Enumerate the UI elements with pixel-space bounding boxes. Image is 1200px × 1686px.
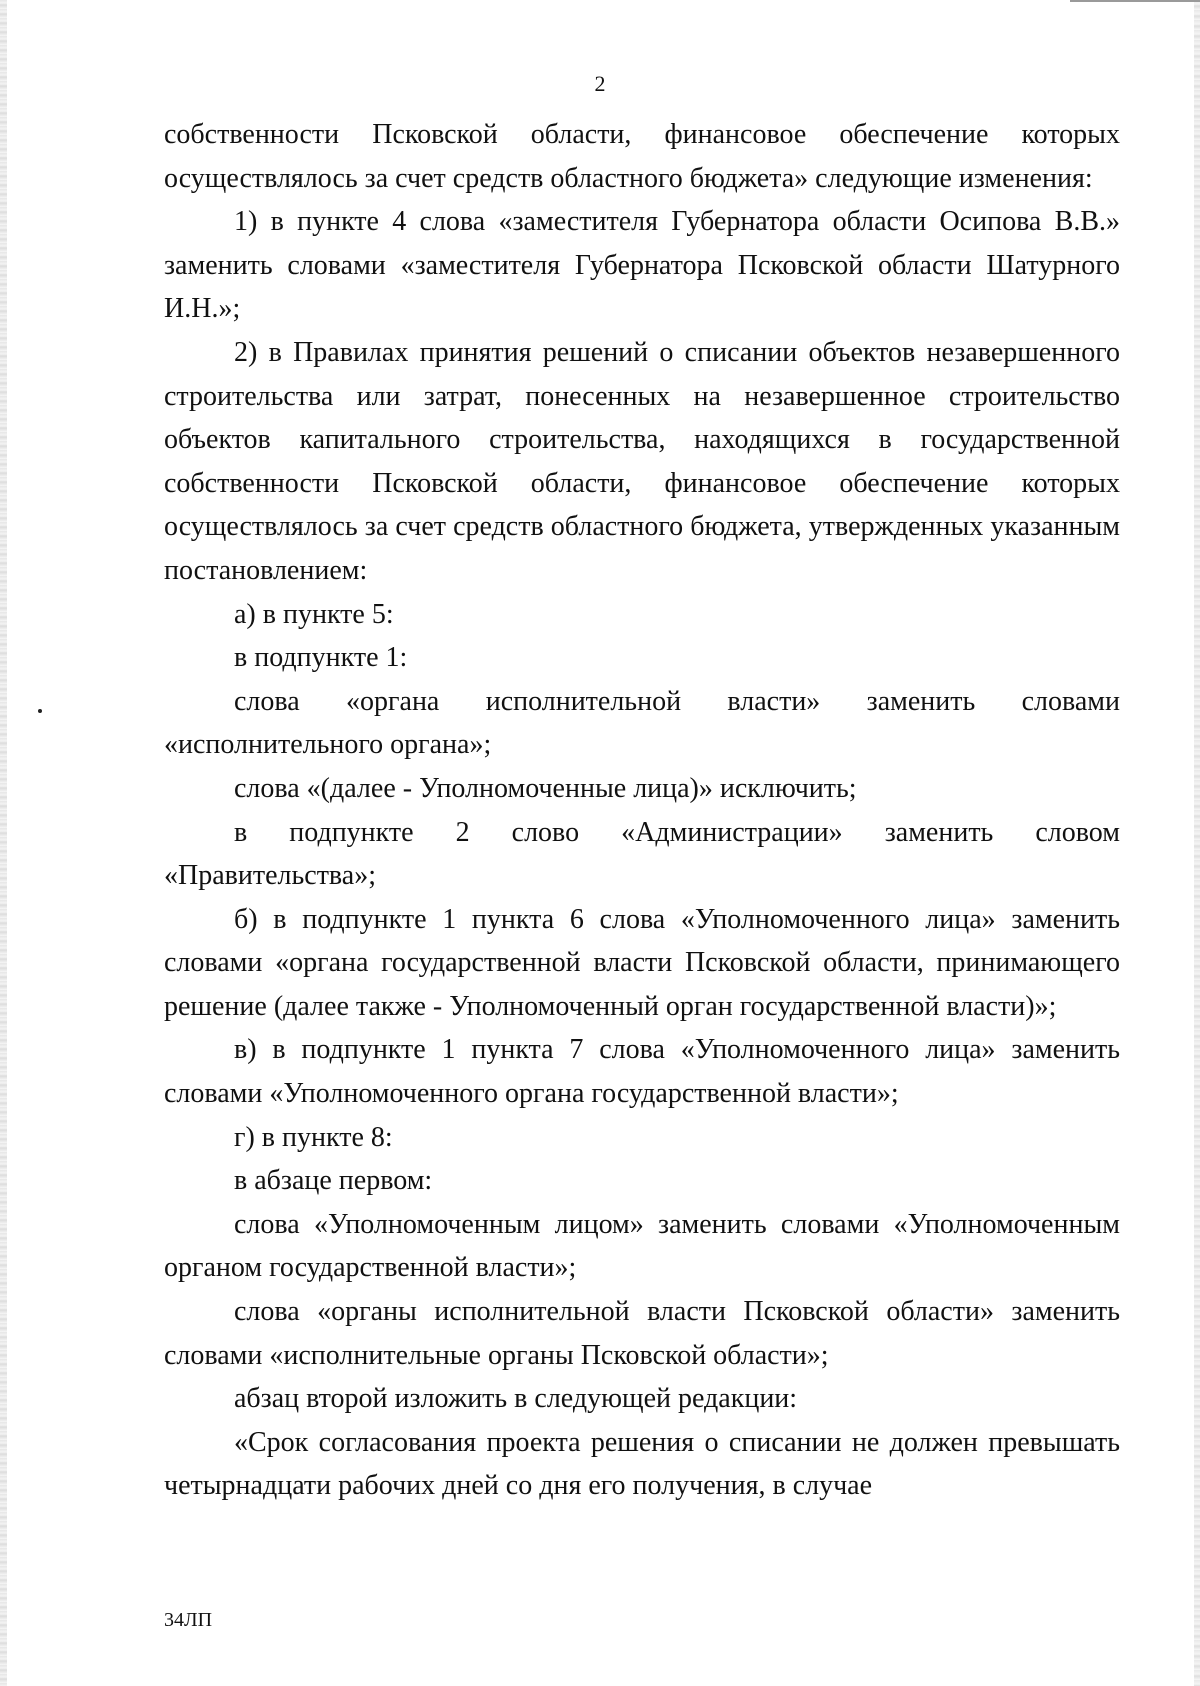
paragraph-replace-organy: слова «органы исполнительной власти Псковской области» заменить словами «исполнительные органы Псковской области»; bbox=[164, 1296, 1120, 1371]
document-body bbox=[164, 113, 1120, 1508]
scan-edge-left bbox=[0, 0, 7, 1686]
paragraph-replace-lico: слова «Уполномоченным лицом» заменить словами «Уполномоченным органом государственной власти»; bbox=[164, 1208, 1120, 1284]
paragraph-second-abzac: абзац второй изложить в следующей редакции: bbox=[234, 1383, 798, 1415]
paragraph-replace-organ: слова «органа исполнительной власти» заменить словами «исполнительного органа»; bbox=[164, 685, 1120, 761]
paragraph-exclude: слова «(далее - Уполномоченные лица)» исключить; bbox=[234, 772, 857, 804]
paragraph-subitem-b: б) в подпункте 1 пункта 6 слова «Уполномоченного лица» заменить словами «органа государственной власти Псковской области, принимающего решение (далее также - Уполномоченный орган государственной власти)»; bbox=[164, 903, 1120, 1022]
page-number: 2 bbox=[594, 71, 606, 96]
paragraph-first-abzac: в абзаце первом: bbox=[234, 1165, 433, 1197]
scan-corner-mark bbox=[1070, 0, 1200, 2]
paragraph-subitem-g: г) в пункте 8: bbox=[234, 1121, 393, 1153]
paragraph-intro: собственности Псковской области, финансовое обеспечение которых осуществлялось за счет средств областного бюджета» следующие изменения: bbox=[164, 119, 1120, 194]
paragraph-subitem-v: в) в подпункте 1 пункта 7 слова «Уполномоченного лица» заменить словами «Уполномоченного органа государственной власти»; bbox=[164, 1034, 1120, 1110]
paragraph-item-2: 2) в Правилах принятия решений о списании объектов незавершенного строительства или затрат, понесенных на незавершенное строительство объектов капитального строительства, находящихся в государственной собственности Псковской области, финансовое обеспечение которых осуществлялось за счет средств областного бюджета, утвержденных указанным постановлением: bbox=[164, 336, 1120, 586]
footer-code: 34ЛП bbox=[164, 1609, 213, 1631]
paragraph-subpoint-1: в подпункте 1: bbox=[234, 642, 408, 674]
paragraph-subitem-a: а) в пункте 5: bbox=[234, 598, 394, 630]
scan-speck bbox=[38, 709, 42, 713]
paragraph-item-1: 1) в пункте 4 слова «заместителя Губернатора области Осипова В.В.» заменить словами «заместителя Губернатора Псковской области Шатурного И.Н.»; bbox=[164, 206, 1120, 325]
paragraph-quote: «Срок согласования проекта решения о списании не должен превышать четырнадцати рабочих дней со дня его получения, в случае bbox=[164, 1426, 1120, 1502]
scan-edge-right bbox=[1194, 0, 1200, 1686]
paragraph-subpoint-2: в подпункте 2 слово «Администрации» заменить словом «Правительства»; bbox=[164, 816, 1120, 892]
